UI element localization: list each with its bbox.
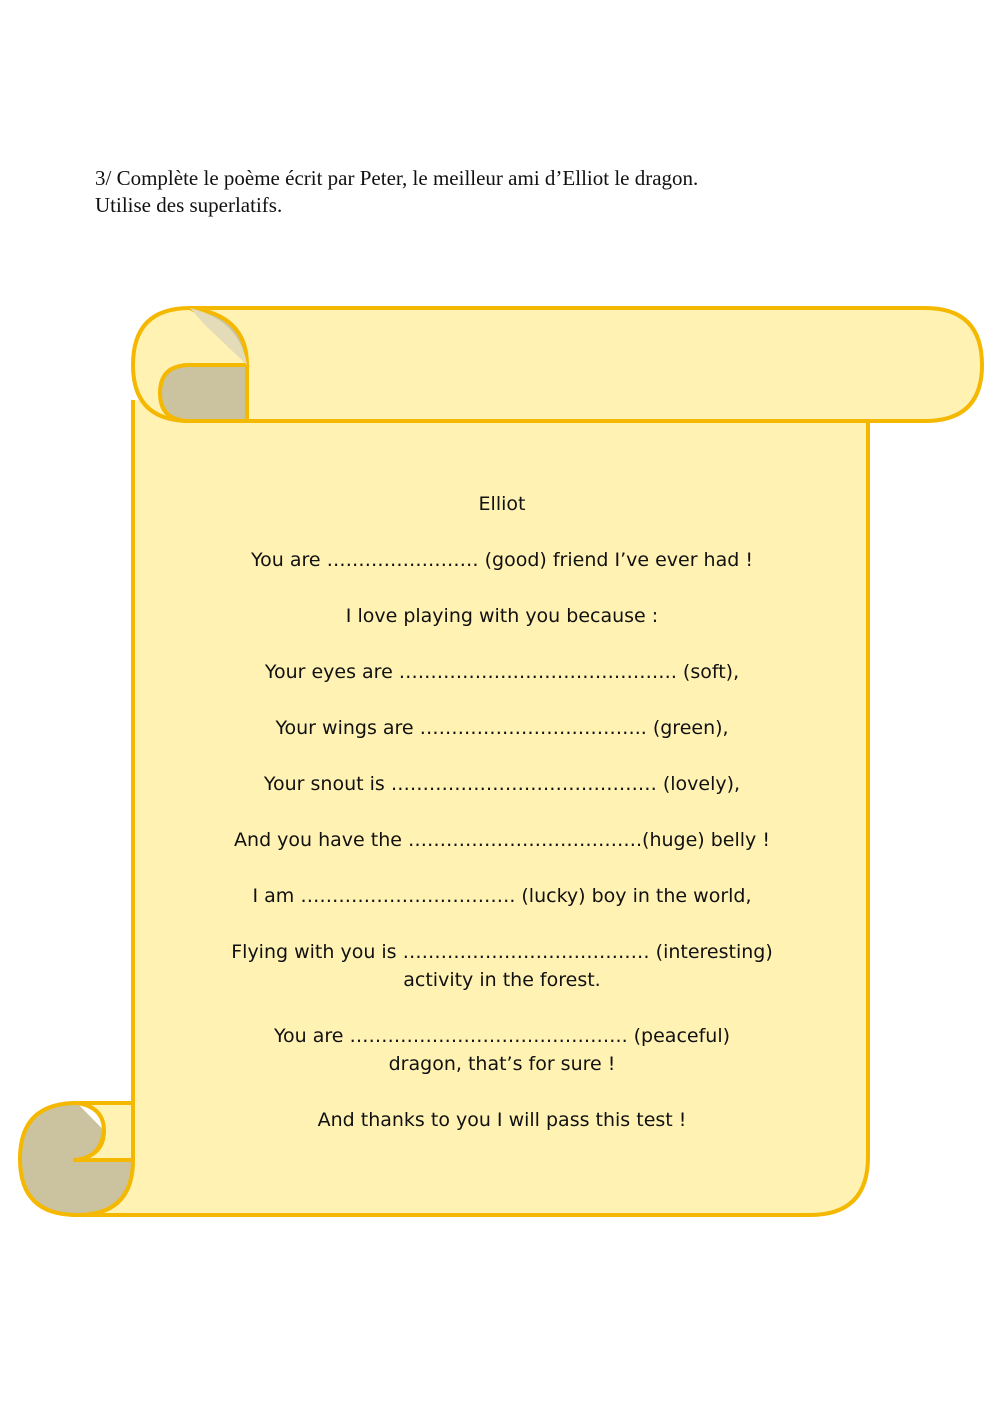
poem-line-interesting-part-2: activity in the forest. bbox=[403, 969, 601, 991]
poem-line-interesting bbox=[200, 938, 804, 994]
instruction-line-2: Utilise des superlatifs. bbox=[95, 193, 283, 217]
poem-line-peaceful bbox=[200, 1022, 804, 1078]
poem-line-lucky: I am ……………………………. (lucky) boy in the world, bbox=[252, 885, 752, 907]
poem-line-lovely: Your snout is …………………………………… (lovely), bbox=[263, 773, 741, 795]
poem-line-interesting-part-1: Flying with you is ………………………………… (interesting) bbox=[231, 941, 773, 963]
poem-line-good: You are …………………… (good) friend I’ve ever had ! bbox=[251, 549, 753, 571]
poem-line-huge: And you have the ……………………………….(huge) belly ! bbox=[234, 829, 770, 851]
instruction-line-1: 3/ Complète le poème écrit par Peter, le meilleur ami d’Elliot le dragon. bbox=[95, 166, 699, 190]
poem-line-because: I love playing with you because : bbox=[345, 605, 659, 627]
poem bbox=[200, 490, 804, 1162]
poem-line-peaceful-part-2: dragon, that’s for sure ! bbox=[388, 1053, 616, 1075]
poem-line-soft: Your eyes are ……………….……………………. (soft), bbox=[264, 661, 740, 683]
scroll-top-roll bbox=[133, 308, 982, 421]
poem-line-green: Your wings are …………………….……….. (green), bbox=[275, 717, 729, 739]
poem-line-peaceful-part-1: You are …………………………………….. (peaceful) bbox=[273, 1025, 731, 1047]
poem-closing-line: And thanks to you I will pass this test ! bbox=[317, 1109, 687, 1131]
poem-title: Elliot bbox=[478, 493, 526, 515]
